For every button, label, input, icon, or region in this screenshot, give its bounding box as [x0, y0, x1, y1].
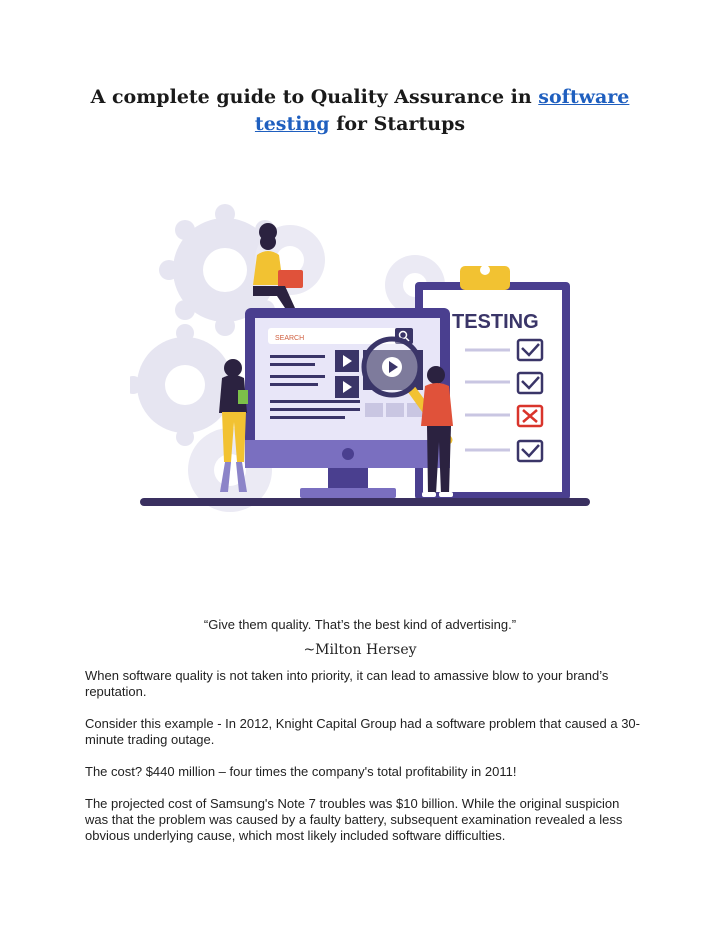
software-link[interactable]: software: [538, 86, 630, 108]
article-body: [85, 668, 645, 860]
quote-attribution: ~Milton Hersey: [303, 642, 417, 658]
paragraph: The cost? $440 million – four times the company's total profitability in 2011!: [85, 764, 517, 779]
search-label: SEARCH: [275, 335, 305, 342]
board-label: TESTING: [452, 311, 539, 333]
testing-link[interactable]: testing: [254, 113, 330, 135]
image-icon: [365, 403, 425, 417]
paragraph: When software quality is not taken into priority, it can lead to amassive blow to your brand’s reputation.: [85, 668, 609, 699]
paragraph: The projected cost of Samsung's Note 7 troubles was $10 billion. While the original suspicion was that the problem was caused by a faulty battery, subsequent examination revealed a less obvious underlying cause, which most likely included software difficulties.: [85, 796, 623, 843]
paragraph: Consider this example - In 2012, Knight Capital Group had a software problem that caused a 30-minute trading outage.: [85, 716, 640, 747]
quote-text: “Give them quality. That’s the best kind of advertising.”: [203, 617, 517, 632]
title-text-end: for Startups: [329, 113, 466, 135]
title-text-start: A complete guide to Quality Assurance in: [90, 86, 539, 108]
desk-surface: [140, 498, 590, 506]
qa-testing-illustration: [130, 200, 600, 550]
page-title: [60, 84, 660, 138]
